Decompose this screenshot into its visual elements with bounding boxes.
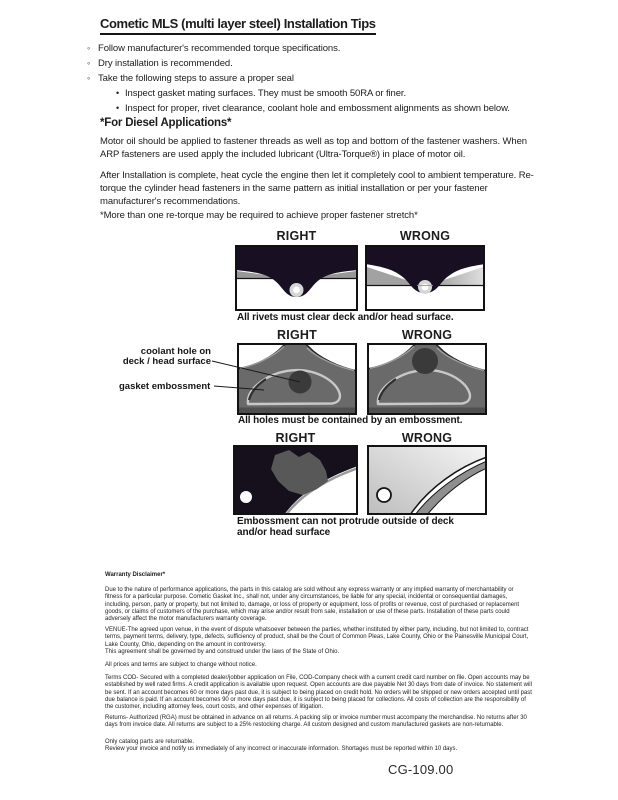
- diesel-heading: *For Diesel Applications*: [100, 117, 232, 129]
- list-item: [87, 56, 547, 71]
- rivet-clear-right-diagram: [235, 245, 358, 311]
- fig1-caption: All rivets must clear deck and/or head surface.: [237, 312, 454, 323]
- embossment-right-diagram: [237, 343, 357, 415]
- fig2-wrong-label: WRONG: [401, 328, 453, 342]
- tip-text: Inspect gasket mating surfaces. They must be smooth 50RA or finer.: [125, 88, 407, 99]
- coolant-hole-label-line1: coolant hole on: [140, 346, 211, 357]
- tip-text: Take the following steps to assure a proper seal: [98, 73, 294, 84]
- protrusion-wrong-diagram: [367, 445, 487, 515]
- diesel-paragraph: Motor oil should be applied to fastener threads as well as top and bottom of the fastener washers. When ARP fasteners are used apply the included lubricant (Ultra-Torque®) in place of motor oil.: [100, 136, 527, 160]
- fig3-right-panel: [233, 445, 358, 515]
- bullet-icon: •: [116, 103, 120, 113]
- coolant-hole-label-line2: deck / head surface: [122, 355, 211, 367]
- gasket-embossment-label: gasket embossment: [119, 381, 211, 392]
- list-item: [87, 41, 547, 56]
- open-bullet-icon: ◦: [87, 73, 91, 83]
- fig2-right-panel: [237, 343, 357, 415]
- returnable-line: Only catalog parts are returnable.: [105, 738, 195, 745]
- diesel-paragraph: After Installation is complete, heat cycle the engine then let it completely cool to ambient temperature. Re-torque the cylinder head fasteners in the same pattern as initial installation or per your fastener manufacturer's recommendations.: [100, 170, 534, 207]
- review-invoice-line: Review your invoice and notify us immediately of any incorrect or inaccurate information. Shortages must be reported within 10 days.: [105, 745, 458, 752]
- fig3-wrong-panel: [367, 445, 487, 515]
- fig1-right-label: RIGHT: [276, 229, 317, 243]
- fig3-caption-line1: Embossment can not protrude outside of deck: [237, 516, 454, 527]
- list-item: [87, 71, 547, 86]
- fig3-right-label: RIGHT: [275, 431, 316, 445]
- embossment-wrong-diagram: [367, 343, 487, 415]
- warranty-disclaimer-heading: Warranty Disclaimer*: [105, 572, 166, 578]
- open-bullet-icon: ◦: [87, 58, 91, 68]
- rivet-clear-wrong-diagram: [365, 245, 485, 311]
- fig2-caption: All holes must be contained by an embossment.: [238, 415, 463, 426]
- list-item: [116, 86, 547, 101]
- page-number: CG-109.00: [388, 762, 454, 777]
- terms-paragraph: Terms COD- Secured with a completed dealer/jobber application on File, COD-Company check with a current credit card number on file. Open accounts may be established by well rated firms. A credit application is available upon request. Open accounts are due payable Net 30 days from date of invoice. No statement will be sent. If an account becomes 60 or more days past due, it is subject to being placed on credit hold. No orders will be shipped or new orders accepted until past due balance is paid. If an account becomes 90 or more days past due, it is subject to being placed for collections. All costs of collection are the responsibility of the customer, including attorney fees, court costs, and other expenses of litigation.: [105, 675, 532, 711]
- fig3-caption: [237, 516, 537, 538]
- fig1-wrong-panel: [365, 245, 485, 311]
- page-title: Cometic MLS (multi layer steel) Installation Tips: [100, 16, 376, 35]
- venue-paragraph: VENUE-The agreed upon venue, in the event of dispute whatsoever between the parties, whether instituted by either party, including, but not limited to, contract terms, payment terms, delivery, type, defects, sufficiency of product, shall be the Court of Common Pleas, Lake County, Ohio or the Painesville Municipal Court, Lake County, Ohio, depending on the amount in controversy.: [105, 627, 529, 648]
- tip-text: Inspect for proper, rivet clearance, coolant hole and embossment alignments as shown below.: [125, 103, 510, 114]
- list-item: [116, 101, 547, 116]
- fig3-caption-line2: and/or head surface: [237, 527, 331, 538]
- bullet-icon: •: [116, 88, 120, 98]
- fig3-wrong-label: WRONG: [401, 431, 453, 445]
- fig1-wrong-label: WRONG: [399, 229, 451, 243]
- legal-footer: [105, 572, 532, 753]
- tips-list: [87, 41, 547, 116]
- fig2-wrong-panel: [367, 343, 487, 415]
- fig2-right-label: RIGHT: [277, 328, 317, 342]
- protrusion-right-diagram: [233, 445, 358, 515]
- returns-paragraph: Returns- Authorized (RGA) must be obtained in advance on all returns. A packing slip or invoice number must accompany the merchandise. No returns after 30 days from invoice date. All returns are subject to a 25% restocking charge. All custom designed and custom manufactured gaskets are non-returnable.: [105, 715, 527, 729]
- governing-law-line: This agreement shall be governed by and construed under the laws of the State of Ohio.: [105, 648, 340, 655]
- prices-line: All prices and terms are subject to change without notice.: [105, 662, 257, 669]
- warranty-paragraph: Due to the nature of performance applications, the parts in this catalog are sold without any express warranty or any implied warranty of merchantability or fitness for a particular purpose. Cometic Gasket Inc., shall not, under any circumstances, be liable for any special, incidental or consequential damages, including, person, party or property, but not limited to, damage, or loss of property or equipment, loss of profits or revenue, cost of purchased or replacement goods, or claims of customers of the purchase, which may arise and/or result from sale, installation or use of these parts. Installation of these parts could adversely affect the motor manufacturers warranty coverage.: [105, 587, 520, 623]
- fig1-right-panel: [235, 245, 358, 311]
- tip-text: Dry installation is recommended.: [98, 58, 233, 69]
- open-bullet-icon: ◦: [87, 43, 91, 53]
- tip-text: Follow manufacturer's recommended torque specifications.: [98, 43, 341, 54]
- retorque-note: *More than one re-torque may be required to achieve proper fastener stretch*: [100, 210, 418, 221]
- coolant-hole-label: [110, 347, 211, 366]
